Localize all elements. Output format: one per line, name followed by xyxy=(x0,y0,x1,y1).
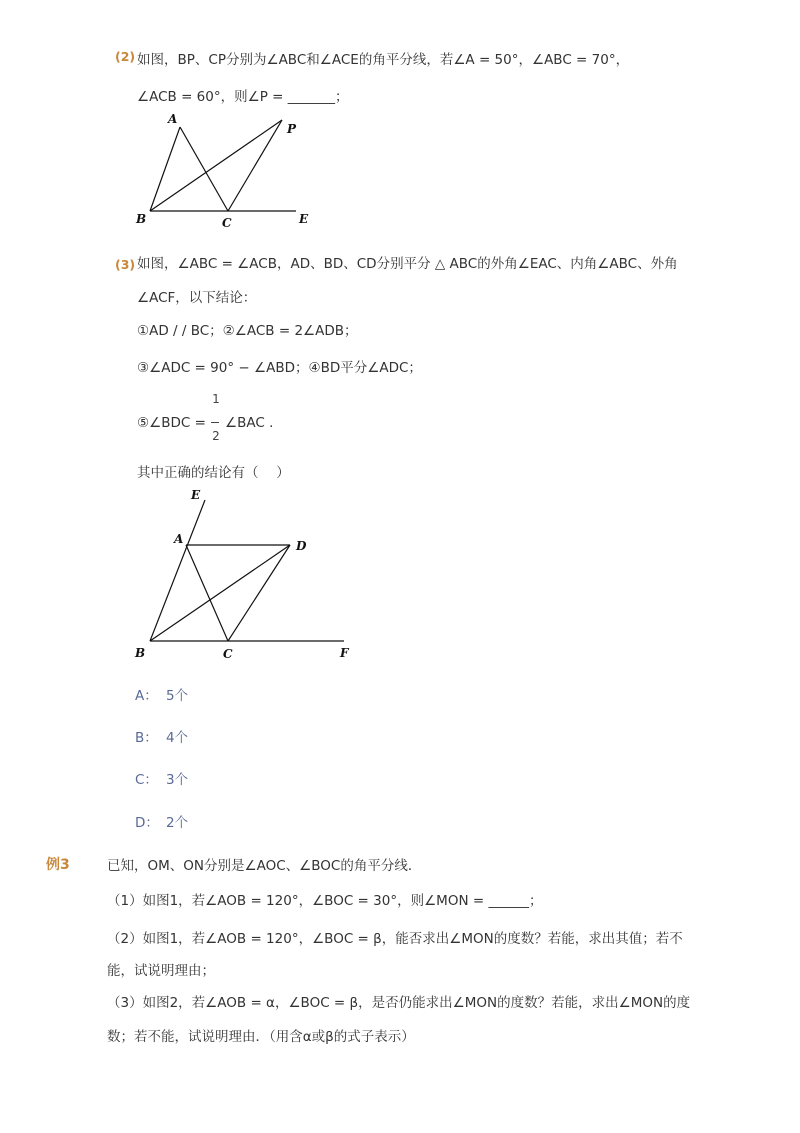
vertex-label: C xyxy=(223,647,233,661)
sub-question: （3）如图2，若∠AOB = α，∠BOC = β，是否仍能求出∠MON的度数？若能，求出∠MON的度 xyxy=(107,995,691,1011)
sub-question: （1）如图1，若∠AOB = 120°，∠BOC = 30°，则∠MON = ______； xyxy=(107,893,543,909)
sub-question: 数；若不能，试说明理由．（用含α或β的式子表示） xyxy=(107,1029,415,1045)
example-intro: 已知，OM、ON分别是∠AOC、∠BOC的角平分线． xyxy=(107,858,422,874)
example-label: 例3 xyxy=(46,857,70,873)
triangle-figure-q2 xyxy=(150,120,296,211)
option-key[interactable]: D： xyxy=(135,815,159,831)
vertex-label: E xyxy=(299,212,309,226)
vertex-label: P xyxy=(287,122,297,136)
option-text[interactable]: 3个 xyxy=(166,772,189,788)
conclusion-line: ③∠ADC = 90° − ∠ABD；④BD平分∠ADC； xyxy=(137,360,422,376)
option-key[interactable]: A： xyxy=(135,688,158,704)
vertex-label: C xyxy=(222,216,232,230)
question-number: (2) xyxy=(115,49,136,64)
triangle-figure-q3 xyxy=(150,500,344,641)
fraction-bar xyxy=(211,422,219,423)
sub-question: 能，试说明理由； xyxy=(107,963,215,979)
vertex-label: A xyxy=(168,112,178,126)
question-text: ∠ACB = 60°，则∠P = _______； xyxy=(137,89,349,105)
question-prompt: 其中正确的结论有（ ） xyxy=(137,465,290,481)
sub-question: （2）如图1，若∠AOB = 120°，∠BOC = β，能否求出∠MON的度数？若能，求出其值；若不 xyxy=(107,931,683,947)
option-text[interactable]: 5个 xyxy=(166,688,189,704)
option-text[interactable]: 4个 xyxy=(166,730,189,746)
vertex-label: A xyxy=(174,532,184,546)
conclusion-line: ①AD / / BC；②∠ACB = 2∠ADB； xyxy=(137,323,358,339)
vertex-label: B xyxy=(136,212,147,226)
vertex-label: E xyxy=(191,488,201,502)
question-text: 如图，BP、CP分别为∠ABC和∠ACE的角平分线，若∠A = 50°，∠ABC = 70°， xyxy=(137,52,630,68)
question-text: 如图，∠ABC = ∠ACB，AD、BD、CD分别平分 △ ABC的外角∠EAC、内角∠ABC、外角 xyxy=(137,256,678,272)
option-text[interactable]: 2个 xyxy=(166,815,189,831)
conclusion-5-prefix: ⑤∠BDC = xyxy=(137,415,206,431)
vertex-label: B xyxy=(135,646,146,660)
question-text: ∠ACF，以下结论： xyxy=(137,290,257,306)
conclusion-5-suffix: ∠BAC . xyxy=(225,415,274,431)
option-key[interactable]: B： xyxy=(135,730,158,746)
question-number: (3) xyxy=(115,257,136,272)
fraction-numerator: 1 xyxy=(212,392,220,406)
vertex-label: F xyxy=(340,646,349,660)
vertex-label: D xyxy=(296,539,307,553)
option-key[interactable]: C： xyxy=(135,772,158,788)
fraction-denominator: 2 xyxy=(212,429,220,443)
